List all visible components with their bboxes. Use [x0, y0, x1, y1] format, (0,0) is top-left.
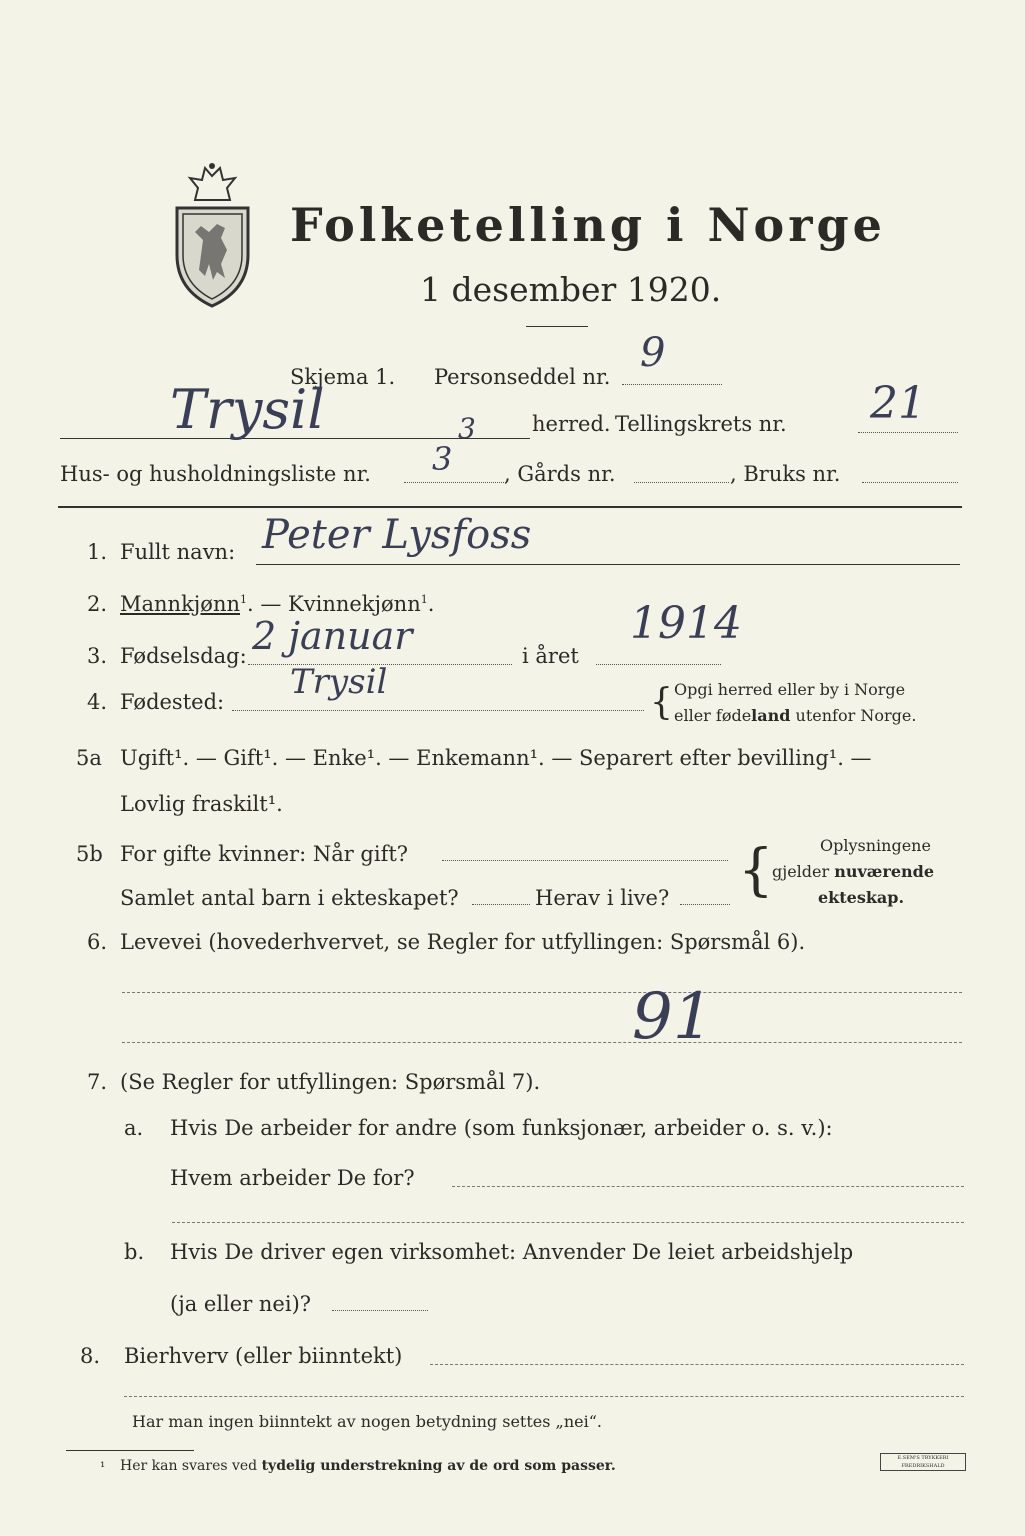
q7-label: (Se Regler for utfyllingen: Spørsmål 7). [120, 1070, 541, 1094]
coat-of-arms-icon [165, 160, 260, 310]
q2-separator: . — [247, 592, 289, 616]
tellingskrets-label: Tellingskrets nr. [615, 412, 787, 436]
q3-number: 3. [87, 644, 108, 668]
q8-line1 [430, 1364, 964, 1365]
q4-note-a: eller føde [674, 706, 752, 725]
q5b-brace: { [738, 838, 774, 903]
q1-line [256, 564, 960, 565]
header-divider [58, 506, 962, 508]
q5b-children-label: Samlet antal barn i ekteskapet? [120, 886, 459, 910]
q7a-sub: Hvem arbeider De for? [170, 1166, 415, 1190]
q2-male[interactable]: Mannkjønn$^1$. — Kvinnekjønn$^1$. [120, 592, 435, 616]
footnote-text [120, 1458, 616, 1474]
form-title: Folketelling i Norge [290, 198, 886, 252]
footnote-rule [66, 1450, 194, 1451]
q6-number: 6. [87, 930, 108, 954]
q7b-number: b. [124, 1240, 145, 1264]
q7b-line [332, 1310, 428, 1311]
q5a-options-line2[interactable]: Lovlig fraskilt¹. [120, 792, 283, 816]
q2-number: 2. [87, 592, 108, 616]
q3-year-line [596, 664, 721, 665]
q5b-alive-line [680, 904, 730, 905]
q4-note-line2 [674, 706, 916, 725]
hus-label: Hus- og husholdningsliste nr. [60, 462, 371, 486]
q7a-line2 [172, 1222, 964, 1223]
herred-extra: 3 [458, 412, 476, 445]
q6-line1 [122, 992, 962, 993]
q1-number: 1. [87, 540, 108, 564]
q5b-children-line [472, 904, 530, 905]
census-date: 1 desember 1920. [420, 270, 722, 309]
q4-line [232, 710, 644, 711]
q5b-note2b: nuværende [834, 862, 935, 881]
footnote-number: ¹ [100, 1460, 106, 1475]
q6-value[interactable]: 91 [632, 980, 714, 1054]
footnote-text-a: Her kan svares ved [120, 1458, 262, 1474]
q8-number: 8. [80, 1344, 101, 1368]
q5b-label: For gifte kvinner: Når gift? [120, 842, 409, 866]
q4-note-b: land [751, 706, 791, 725]
q3-value[interactable]: 2 januar [252, 614, 413, 658]
personseddel-line [622, 384, 722, 385]
q4-label: Fødested: [120, 690, 225, 714]
q3-year-label: i året [522, 644, 579, 668]
q5b-married-line [442, 860, 728, 861]
q7a-line1 [452, 1186, 964, 1187]
bruks-line [862, 482, 958, 483]
hus-value[interactable]: 3 [432, 440, 453, 478]
printer-stamp: E.SEM'S TRYKKERI FREDRIKSHALD [880, 1453, 966, 1471]
personseddel-value[interactable]: 9 [640, 330, 666, 376]
q7-number: 7. [87, 1070, 108, 1094]
bruks-label: , Bruks nr. [730, 462, 841, 486]
q7a-number: a. [124, 1116, 144, 1140]
q5b-number: 5b [76, 842, 103, 866]
q5a-options[interactable]: Ugift¹. — Gift¹. — Enke¹. — Enkemann¹. — Separert efter bevilling¹. — [120, 746, 872, 770]
q4-value[interactable]: Trysil [290, 662, 388, 702]
q5b-note2a: gjelder [772, 862, 835, 881]
q1-value[interactable]: Peter Lysfoss [262, 512, 532, 558]
q8-line2 [124, 1396, 964, 1397]
q1-label: Fullt navn: [120, 540, 236, 564]
personseddel-label: Personseddel nr. [434, 365, 611, 389]
q7b-sub: (ja eller nei)? [170, 1292, 312, 1316]
footnote-text-b: tydelig understrekning av de ord som passer. [261, 1458, 616, 1474]
herred-value[interactable]: Trysil [170, 378, 325, 441]
q5b-note2 [772, 862, 934, 881]
herred-label: herred. [532, 412, 611, 436]
q4-brace: { [650, 682, 673, 723]
q5b-alive-label: Herav i live? [535, 886, 670, 910]
skjema-label: Skjema 1. [290, 365, 396, 389]
tellingskrets-value[interactable]: 21 [870, 378, 926, 429]
q3-year-value[interactable]: 1914 [630, 598, 742, 649]
q7b-label: Hvis De driver egen virksomhet: Anvender De leiet arbeidshjelp [170, 1240, 854, 1264]
q3-label: Fødselsdag: [120, 644, 247, 668]
q5a-number: 5a [76, 746, 102, 770]
tellingskrets-line [858, 432, 958, 433]
q6-label: Levevei (hovederhvervet, se Regler for utfyllingen: Spørsmål 6). [120, 930, 806, 954]
q4-number: 4. [87, 690, 108, 714]
q2-male-label: Mannkjønn [120, 592, 241, 616]
q4-note-c: utenfor Norge. [790, 706, 917, 725]
q2-female-label: Kvinnekjønn [288, 592, 421, 616]
q8-label: Bierhverv (eller biinntekt) [124, 1344, 403, 1368]
q8-note: Har man ingen biinntekt av nogen betydning settes „nei“. [132, 1412, 602, 1431]
title-rule [526, 326, 588, 327]
q4-note-line1: Opgi herred eller by i Norge [674, 680, 906, 699]
gards-label: , Gårds nr. [504, 462, 616, 486]
q7a-label: Hvis De arbeider for andre (som funksjonær, arbeider o. s. v.): [170, 1116, 833, 1140]
q5b-note3: ekteskap. [818, 888, 905, 907]
gards-line [634, 482, 729, 483]
q6-line2 [122, 1042, 962, 1043]
hus-line [404, 482, 504, 483]
q5b-note1: Oplysningene [820, 836, 931, 855]
